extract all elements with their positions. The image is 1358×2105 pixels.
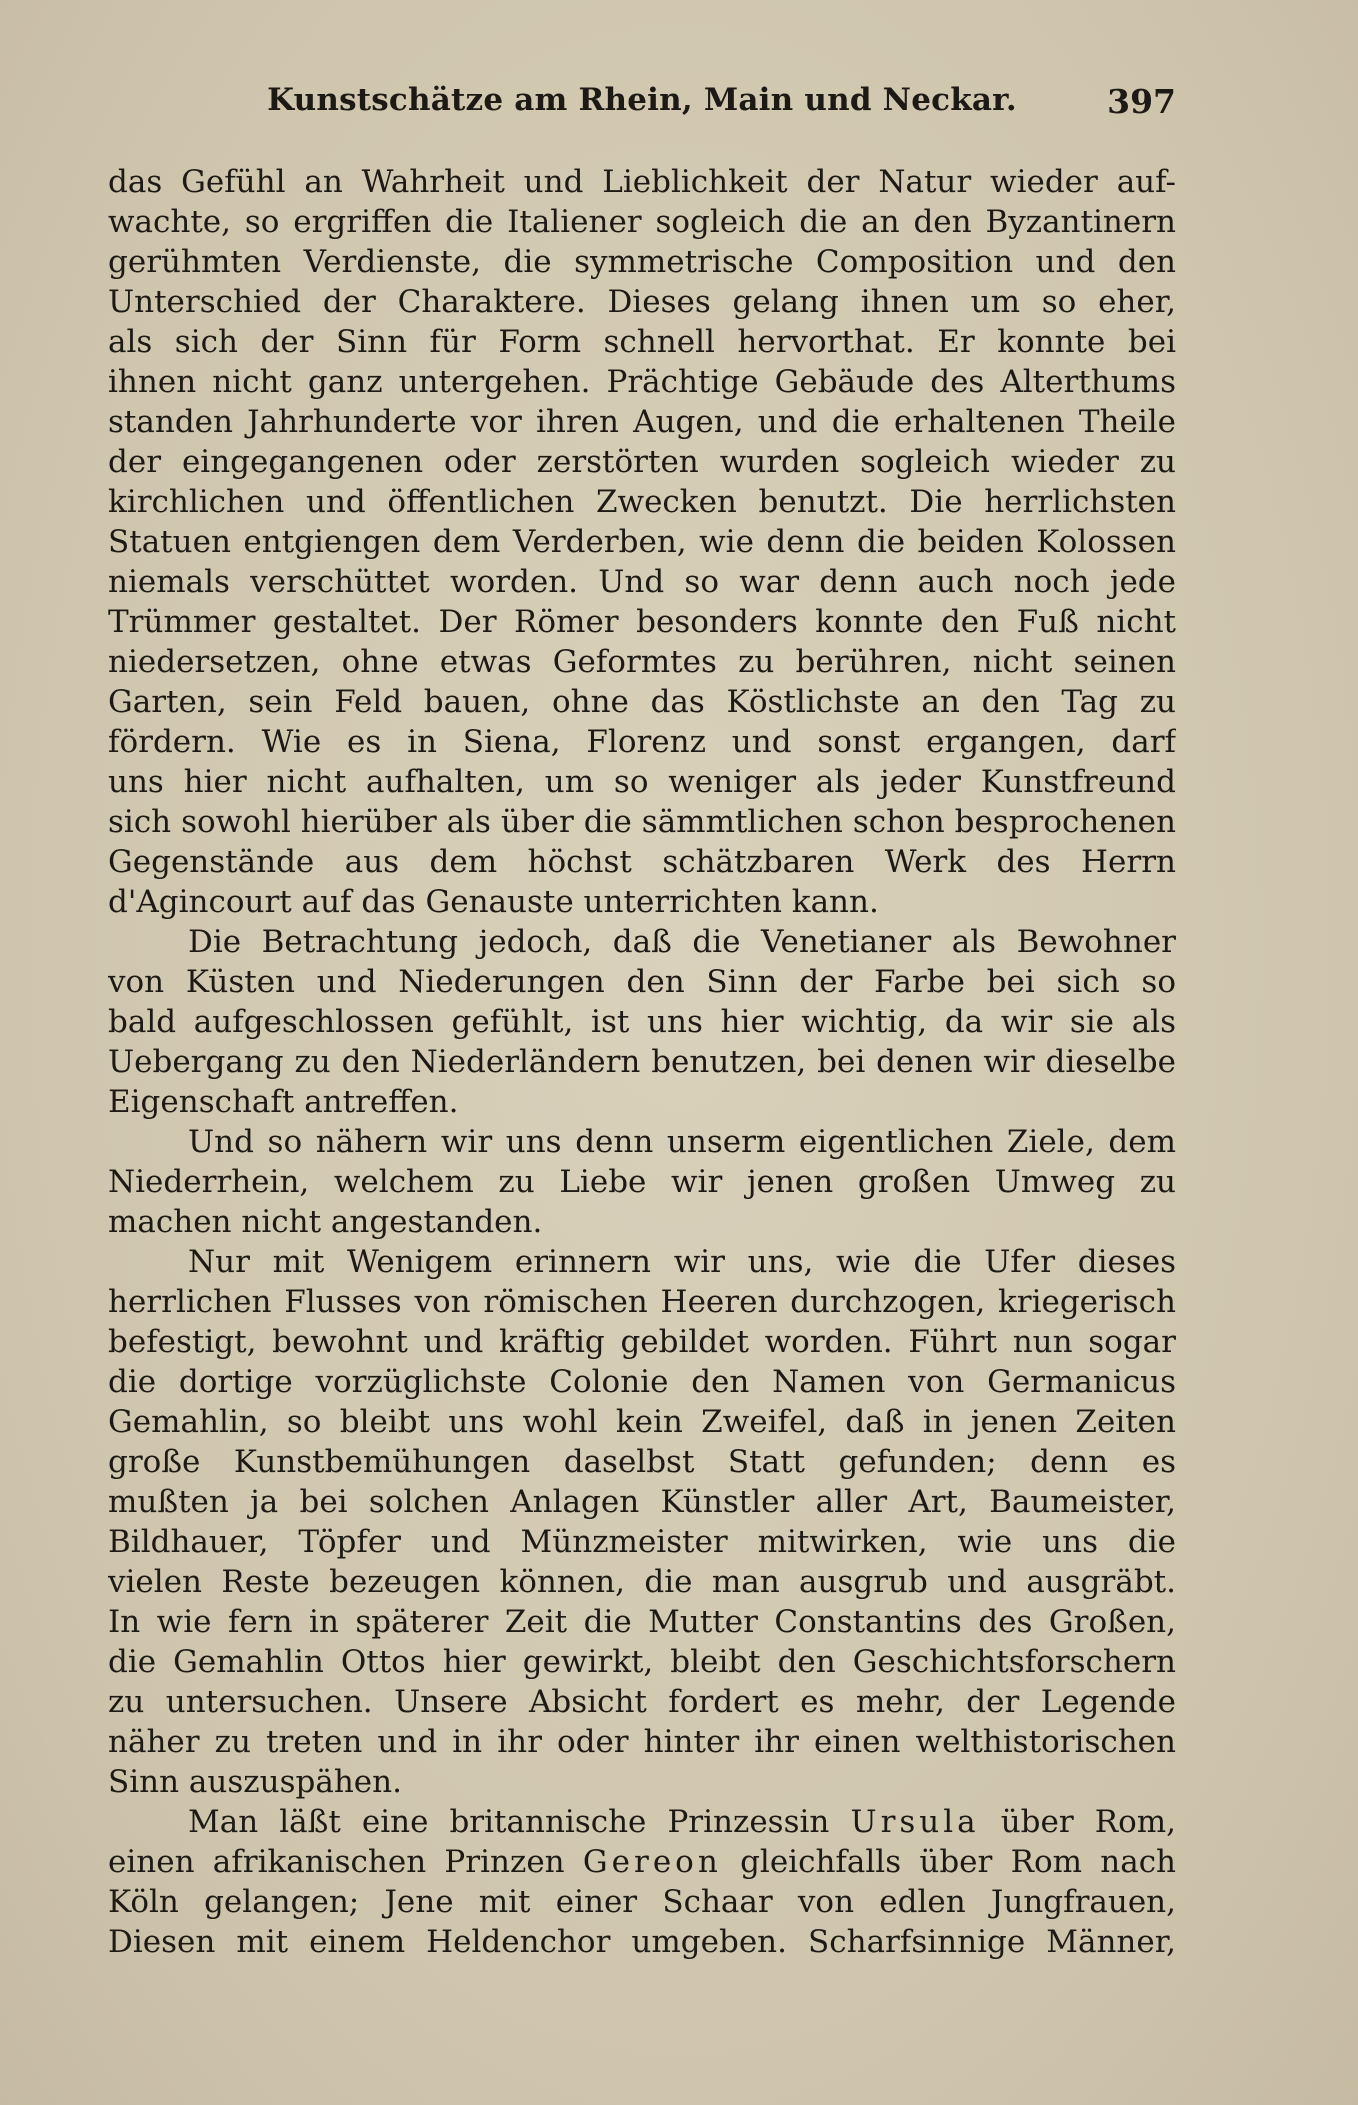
text-line: zu untersuchen. Unsere Absicht fordert es mehr, der Legende bbox=[108, 1684, 1176, 1720]
text-line: In wie fern in späterer Zeit die Mutter Constantins des Großen, bbox=[108, 1604, 1176, 1640]
text-line: die dortige vorzüglichste Colonie den Namen von Germanicus bbox=[108, 1364, 1176, 1400]
text-line: ihnen nicht ganz untergehen. Prächtige Gebäude des Alterthums bbox=[108, 364, 1176, 400]
text-line bbox=[108, 1802, 1176, 1842]
text-line: fördern. Wie es in Siena, Florenz und sonst ergangen, darf bbox=[108, 724, 1176, 760]
text-line: als sich der Sinn für Form schnell hervorthat. Er konnte bei bbox=[108, 324, 1176, 360]
text-line: der eingegangenen oder zerstörten wurden sogleich wieder zu bbox=[108, 444, 1176, 480]
text-line: bald aufgeschlossen gefühlt, ist uns hier wichtig, da wir sie als bbox=[108, 1004, 1176, 1040]
text-line bbox=[108, 1842, 1176, 1882]
emphasized-name-ursula: Ursula bbox=[850, 1804, 980, 1840]
text-line: Nur mit Wenigem erinnern wir uns, wie die Ufer dieses bbox=[188, 1244, 1176, 1280]
text-line: standen Jahrhunderte vor ihren Augen, und die erhaltenen Theile bbox=[108, 404, 1176, 440]
emphasized-name-gereon: Gereon bbox=[582, 1844, 722, 1880]
text-segment: über Rom, bbox=[1000, 1804, 1176, 1840]
page-number: 397 bbox=[1107, 82, 1176, 121]
text-line: uns hier nicht aufhalten, um so weniger als jeder Kunstfreund bbox=[108, 764, 1176, 800]
running-head bbox=[108, 82, 1176, 132]
text-line: Diesen mit einem Heldenchor umgeben. Scharfsinnige Männer, bbox=[108, 1924, 1176, 1960]
running-title: Kunstschätze am Rhein, Main und Neckar. bbox=[267, 82, 1017, 118]
text-line: näher zu treten und in ihr oder hinter ihr einen welthistorischen bbox=[108, 1724, 1176, 1760]
text-line: Gegenstände aus dem höchst schätzbaren Werk des Herrn bbox=[108, 844, 1176, 880]
text-segment: gleichfalls über Rom nach bbox=[740, 1844, 1176, 1880]
text-segment: Man läßt eine britannische Prinzessin bbox=[188, 1804, 830, 1840]
text-line: Uebergang zu den Niederländern benutzen, bei denen wir dieselbe bbox=[108, 1044, 1176, 1080]
text-line: Und so nähern wir uns denn unserm eigentlichen Ziele, dem bbox=[188, 1124, 1176, 1160]
text-line: kirchlichen und öffentlichen Zwecken benutzt. Die herrlichsten bbox=[108, 484, 1176, 520]
text-line: niemals verschüttet worden. Und so war denn auch noch jede bbox=[108, 564, 1176, 600]
text-line: Trümmer gestaltet. Der Römer besonders konnte den Fuß nicht bbox=[108, 604, 1176, 640]
text-line: sich sowohl hierüber als über die sämmtlichen schon besprochenen bbox=[108, 804, 1176, 840]
text-line: Die Betrachtung jedoch, daß die Venetianer als Bewohner bbox=[188, 924, 1176, 960]
text-line: die Gemahlin Ottos hier gewirkt, bleibt den Geschichtsforschern bbox=[108, 1644, 1176, 1680]
text-line: d'Agincourt auf das Genauste unterrichten kann. bbox=[108, 884, 879, 920]
text-line: Niederrhein, welchem zu Liebe wir jenen großen Umweg zu bbox=[108, 1164, 1176, 1200]
text-line: gerühmten Verdienste, die symmetrische Composition und den bbox=[108, 244, 1176, 280]
text-line: Statuen entgiengen dem Verderben, wie denn die beiden Kolossen bbox=[108, 524, 1176, 560]
text-line: Bildhauer, Töpfer und Münzmeister mitwirken, wie uns die bbox=[108, 1524, 1176, 1560]
text-line: machen nicht angestanden. bbox=[108, 1204, 543, 1240]
text-line: mußten ja bei solchen Anlagen Künstler aller Art, Baumeister, bbox=[108, 1484, 1176, 1520]
text-line: von Küsten und Niederungen den Sinn der Farbe bei sich so bbox=[108, 964, 1176, 1000]
text-line: Gemahlin, so bleibt uns wohl kein Zweifel, daß in jenen Zeiten bbox=[108, 1404, 1176, 1440]
text-line: Unterschied der Charaktere. Dieses gelang ihnen um so eher, bbox=[108, 284, 1176, 320]
text-line: herrlichen Flusses von römischen Heeren durchzogen, kriegerisch bbox=[108, 1284, 1176, 1320]
text-line: vielen Reste bezeugen können, die man ausgrub und ausgräbt. bbox=[108, 1564, 1176, 1600]
text-segment: einen afrikanischen Prinzen bbox=[108, 1844, 565, 1880]
text-line: große Kunstbemühungen daselbst Statt gefunden; denn es bbox=[108, 1444, 1176, 1480]
text-line: wachte, so ergriffen die Italiener sogleich die an den Byzantinern bbox=[108, 204, 1176, 240]
text-line: Köln gelangen; Jene mit einer Schaar von edlen Jungfrauen, bbox=[108, 1884, 1176, 1920]
text-line: Garten, sein Feld bauen, ohne das Köstlichste an den Tag zu bbox=[108, 684, 1176, 720]
text-line: niedersetzen, ohne etwas Geformtes zu berühren, nicht seinen bbox=[108, 644, 1176, 680]
text-line: befestigt, bewohnt und kräftig gebildet worden. Führt nun sogar bbox=[108, 1324, 1176, 1360]
text-line: Eigenschaft antreffen. bbox=[108, 1084, 459, 1120]
body-text bbox=[108, 162, 1176, 1962]
text-line: das Gefühl an Wahrheit und Lieblichkeit der Natur wieder auf- bbox=[108, 164, 1176, 200]
text-line: Sinn auszuspähen. bbox=[108, 1764, 402, 1800]
